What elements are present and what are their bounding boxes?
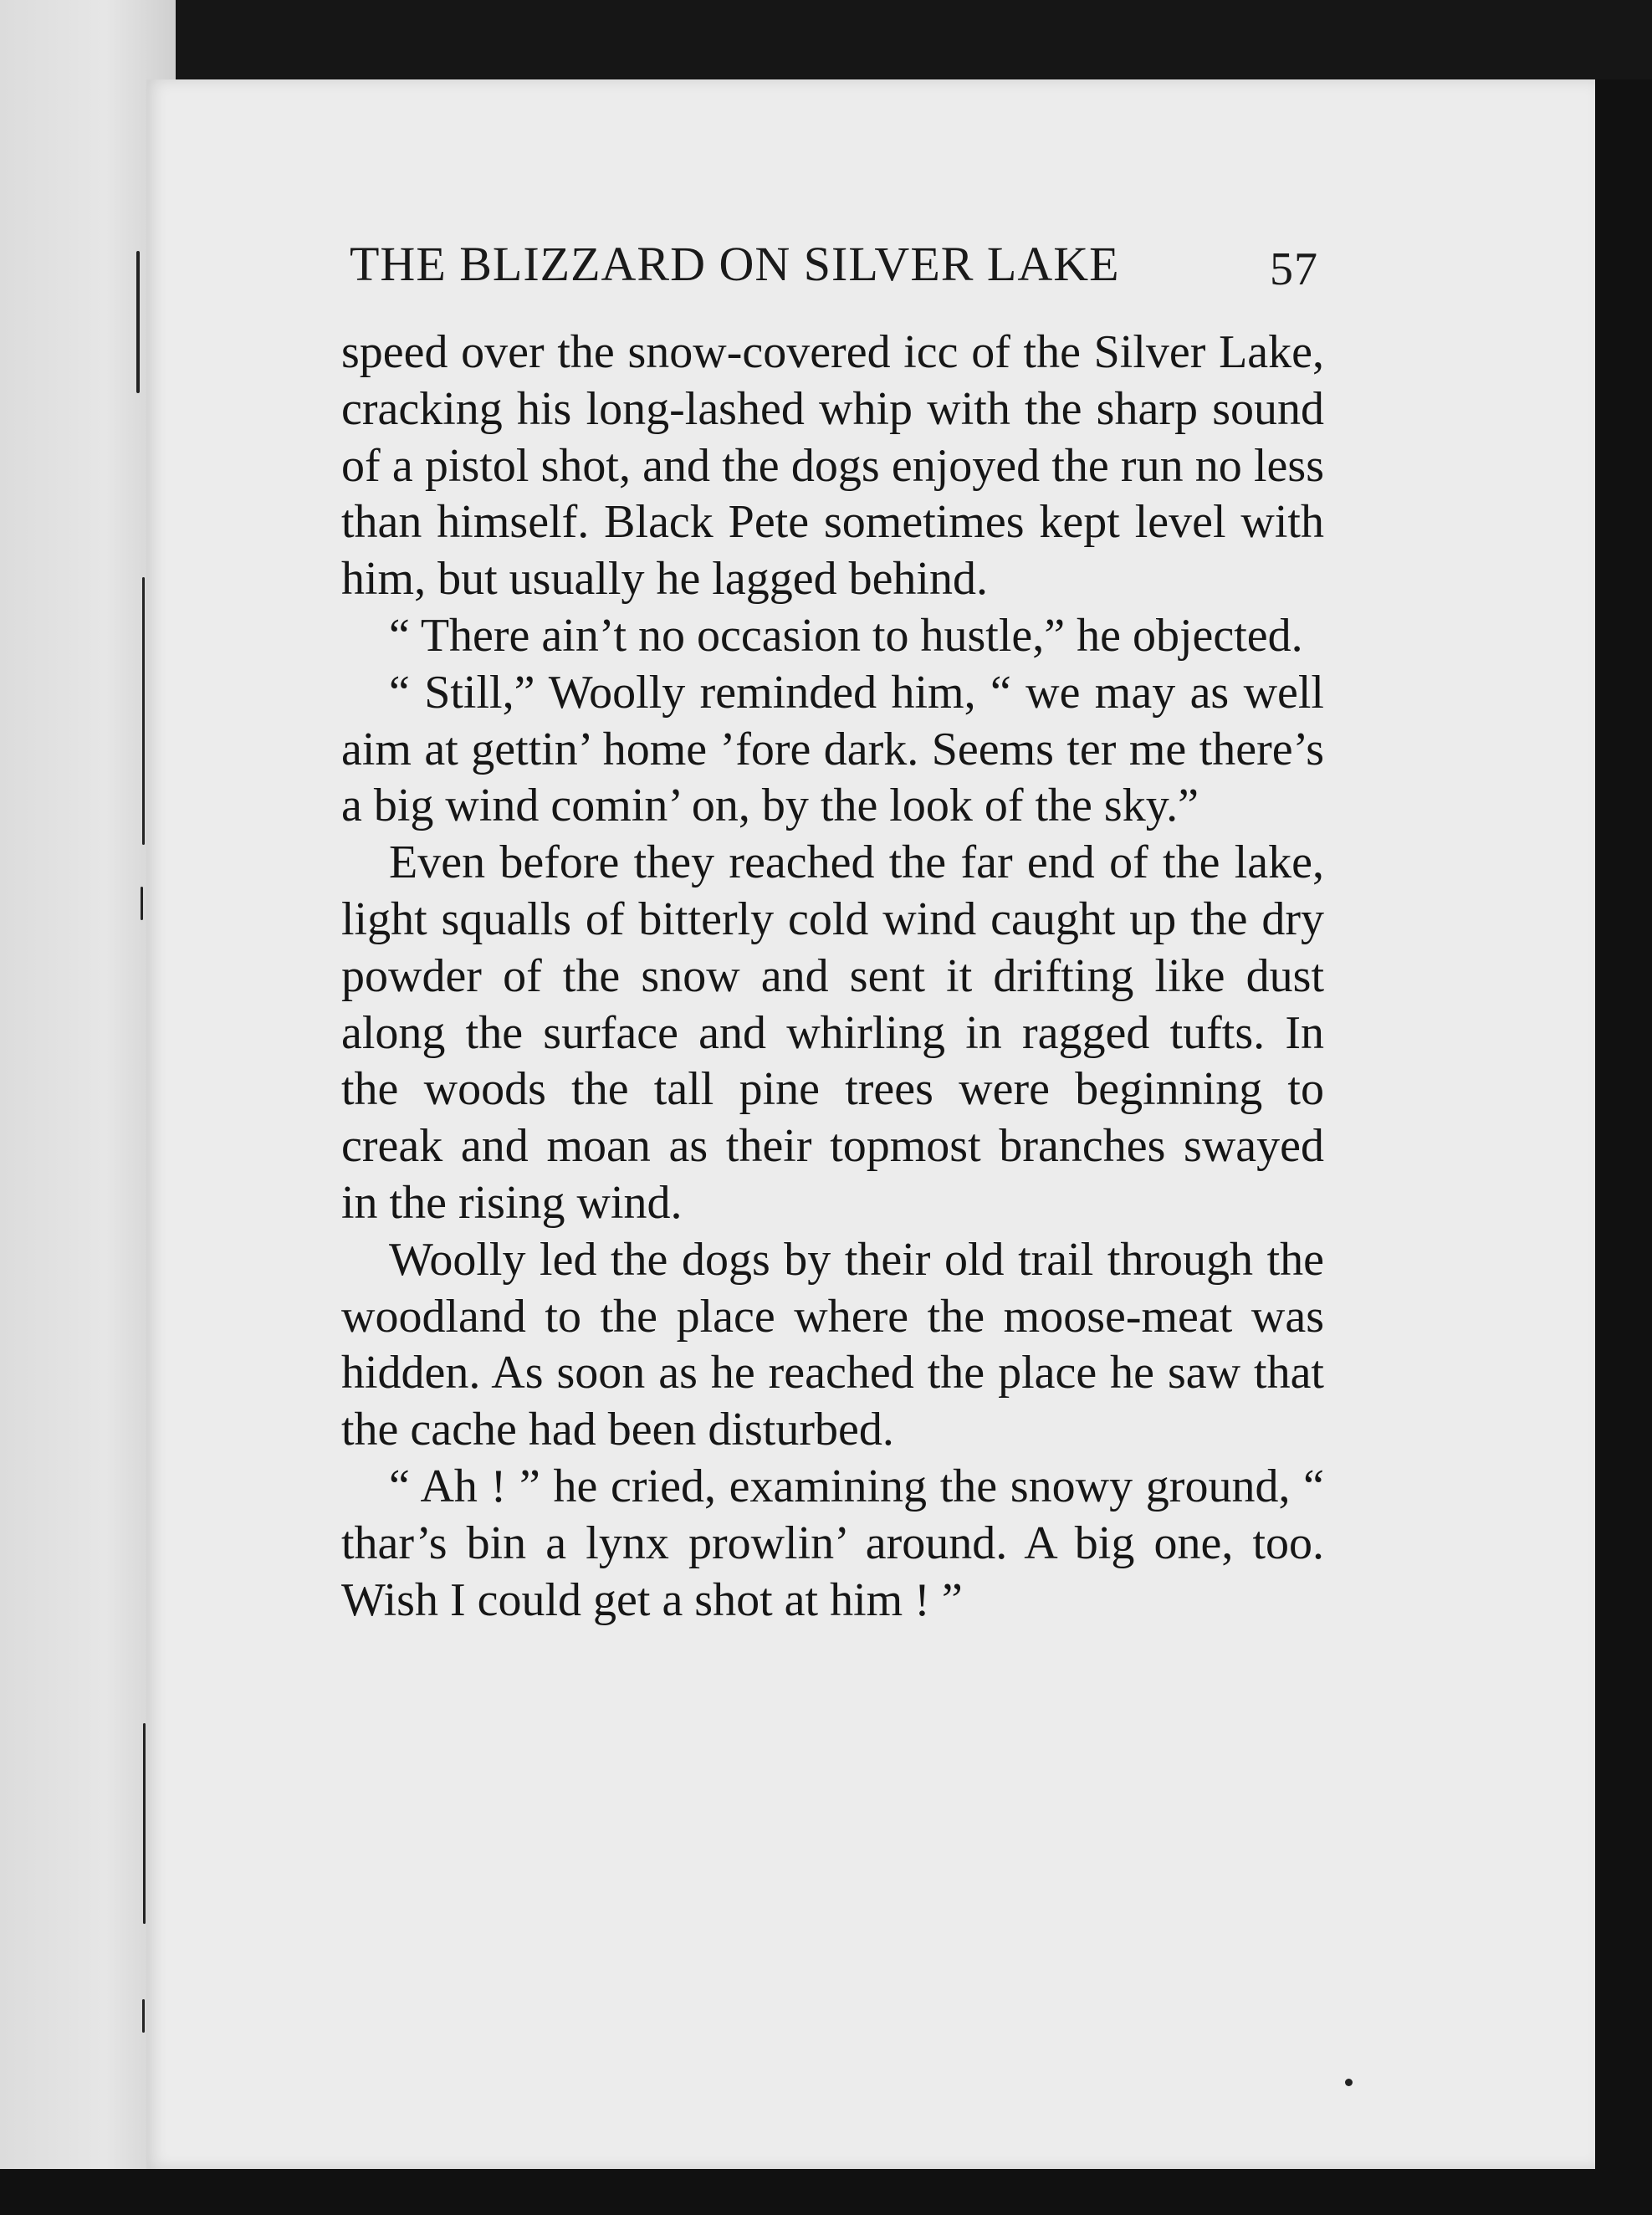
paragraph: Even before they reached the far end of the lake, light squalls of bitterly cold wind caught up the dry powder of the snow and sent it drifting like dust along the surface and whirling in ragged tufts. In the woods the tall pine trees were beginning to creak and moan as their topmost branches swayed in the rising wind. — [341, 836, 1324, 1229]
paragraph: “ There ain’t no occasion to hustle,” he objected. — [389, 609, 1303, 662]
gutter-mark — [142, 1999, 145, 2033]
paragraph: “ Still,” Woolly reminded him, “ we may as well aim at gettin’ home ’fore dark. Seems ter me there’s a big wind comin’ on, by the look of the sky.” — [341, 666, 1324, 832]
paragraph: speed over the snow-covered icc of the Silver Lake, cracking his long-lashed whip with the sharp sound of a pistol shot, and the dogs enjoyed the run no less than himself. Black Pete sometimes kept level with him, but usually he lagged behind. — [341, 326, 1324, 606]
ink-speck — [1345, 2079, 1353, 2086]
page-number: 57 — [1270, 243, 1318, 295]
running-head — [350, 236, 1318, 294]
gutter-mark — [141, 887, 143, 920]
page-bottom-edge — [0, 2169, 1652, 2215]
paragraph: “ Ah ! ” he cried, examining the snowy ground, “ thar’s bin a lynx prowlin’ around. A big one, too. Wish I could get a shot at him ! ” — [341, 1460, 1324, 1626]
chapter-title: THE BLIZZARD ON SILVER LAKE — [350, 237, 1120, 291]
gutter-mark — [136, 251, 140, 393]
page-right-edge — [1595, 79, 1652, 2215]
paragraph: Woolly led the dogs by their old trail through the woodland to the place where the moose-meat was hidden. As soon as he reached the place he saw that the cache had been disturbed. — [341, 1233, 1324, 1456]
gutter-mark — [143, 1723, 146, 1924]
body-text — [341, 325, 1324, 1629]
gutter-mark — [142, 577, 145, 845]
